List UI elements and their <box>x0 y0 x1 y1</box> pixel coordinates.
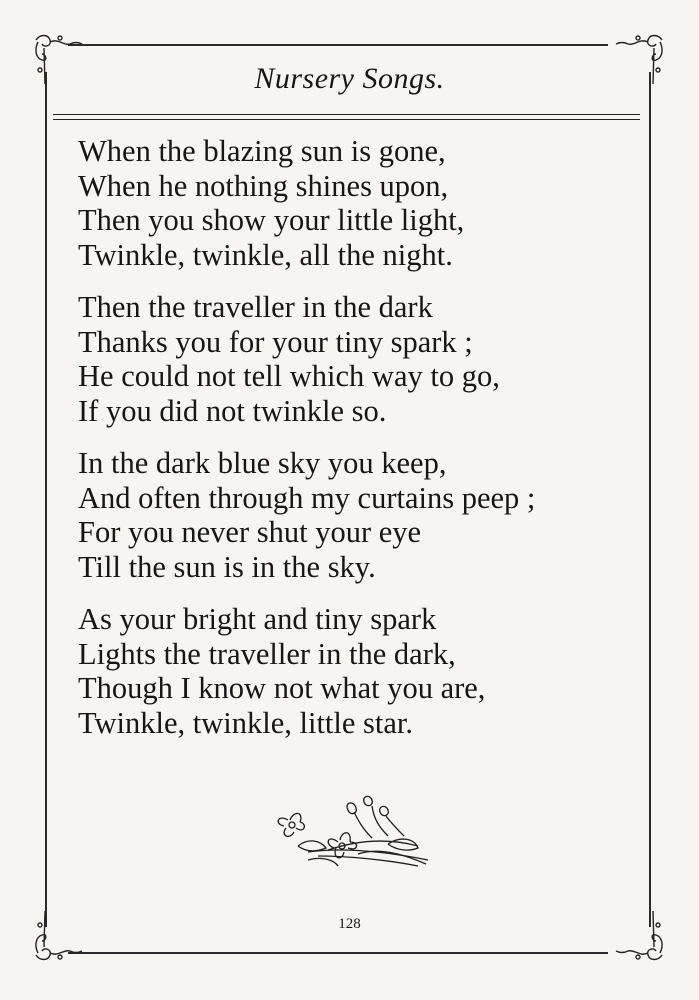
poem-line: And often through my curtains peep ; <box>78 480 536 515</box>
poem-line: For you never shut your eye <box>78 515 422 549</box>
poem-body <box>78 134 638 758</box>
poem-line: Though I know not what you are, <box>78 671 486 705</box>
flourish-corner-icon <box>608 905 668 965</box>
poem-line: If you did not twinkle so. <box>78 393 387 428</box>
poem-line: When the blazing sun is gone, <box>78 134 446 168</box>
stanza <box>78 134 638 272</box>
poem-line: Twinkle, twinkle, all the night. <box>78 237 453 272</box>
stanza <box>78 602 638 740</box>
page-number: 128 <box>338 916 361 932</box>
poem-line: In the dark blue sky you keep, <box>78 446 447 480</box>
header-rule <box>53 114 640 115</box>
poem-line: Then the traveller in the dark <box>78 290 433 324</box>
stanza <box>78 446 638 584</box>
flower-vignette-icon <box>268 790 438 870</box>
poem-line: As your bright and tiny spark <box>78 602 437 636</box>
frame-top-line <box>68 44 608 46</box>
poem-line: When he nothing shines upon, <box>78 168 449 203</box>
frame-left-line <box>45 72 47 927</box>
poem-line: Lights the traveller in the dark, <box>78 636 456 671</box>
frame-right-line <box>649 72 651 927</box>
poem-line: Twinkle, twinkle, little star. <box>78 705 414 740</box>
poem-line: Till the sun is in the sky. <box>78 549 376 584</box>
poem-line: He could not tell which way to go, <box>78 359 500 393</box>
stanza <box>78 290 638 428</box>
frame-bottom-line <box>68 952 608 954</box>
page-title: Nursery Songs. <box>254 62 445 95</box>
poem-line: Then you show your little light, <box>78 203 465 237</box>
header-rule <box>53 119 640 120</box>
flourish-corner-icon <box>30 905 90 965</box>
poem-line: Thanks you for your tiny spark ; <box>78 324 473 359</box>
